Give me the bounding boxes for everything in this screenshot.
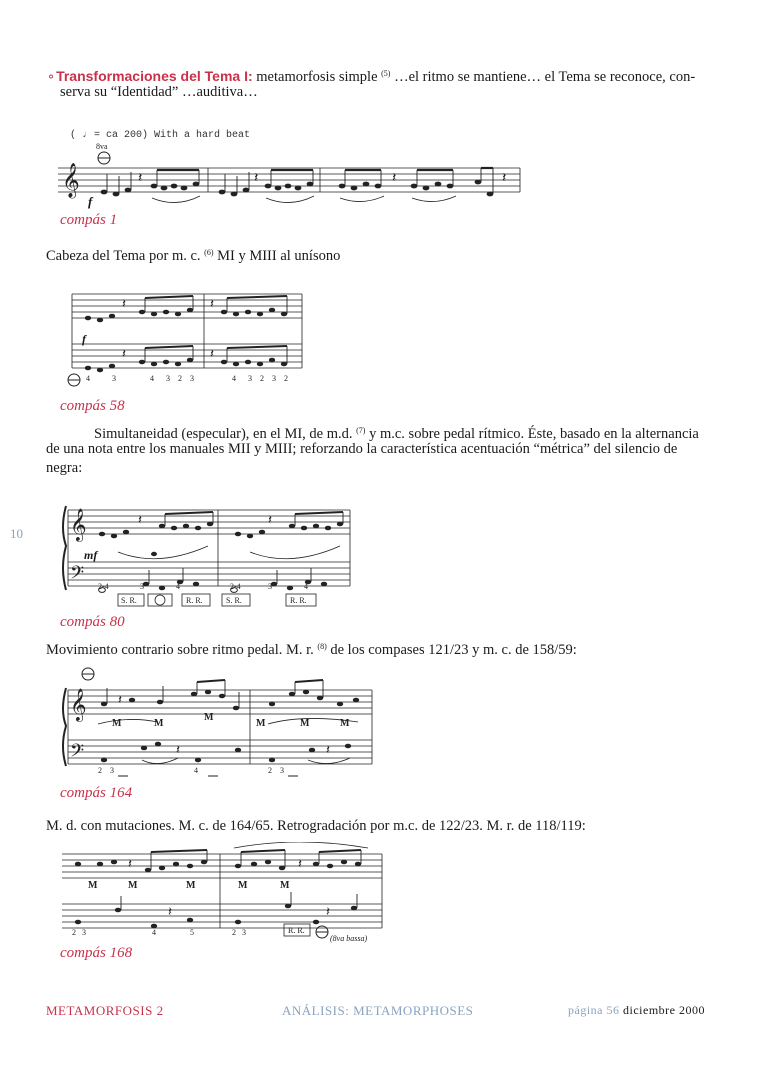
manual-box-label: S. R. xyxy=(121,596,137,605)
ottava-bassa-marking: (8va bassa) xyxy=(330,934,368,943)
para1-text-a: Cabeza del Tema por m. c. xyxy=(46,248,205,264)
intro-line2: serva su “Identidad” …auditiva… xyxy=(60,84,258,100)
svg-text:𝄽: 𝄽 xyxy=(176,743,180,758)
finger-mark: 4 xyxy=(150,374,154,383)
manual-mark: M xyxy=(340,718,350,729)
svg-text:𝄞: 𝄞 xyxy=(70,688,87,721)
margin-number: 10 xyxy=(10,526,23,541)
manual-mark: M xyxy=(238,880,248,891)
paragraph-movimiento xyxy=(46,637,577,660)
manual-mark: M xyxy=(112,718,122,729)
svg-text:𝄢: 𝄢 xyxy=(70,741,85,766)
finger-mark: 4 xyxy=(176,582,180,591)
manual-box-label-168: R. R. xyxy=(288,926,305,935)
finger-mark: 2 xyxy=(98,766,102,775)
finger-mark: 3 xyxy=(140,582,144,591)
footer-section: ANÁLISIS: METAMORPHOSES xyxy=(282,1003,474,1018)
manual-mark: M xyxy=(154,718,164,729)
paragraph-cabeza xyxy=(46,243,340,266)
footnote-ref-5: (5) xyxy=(381,69,391,78)
finger-mark: 3 xyxy=(166,374,170,383)
svg-text:𝄽: 𝄽 xyxy=(392,170,397,186)
footnote-ref-6: (6) xyxy=(204,248,214,257)
finger-mark: 4 xyxy=(194,766,198,775)
svg-text:𝄽: 𝄽 xyxy=(118,693,122,708)
manual-mark: M xyxy=(300,718,310,729)
finger-mark: 2 xyxy=(178,374,182,383)
dynamic-marking: f xyxy=(88,194,93,209)
finger-mark: 3 xyxy=(248,374,252,383)
section-heading: Transformaciones del Tema I: xyxy=(56,68,253,84)
para2-text-b: y m.c. sobre pedal rítmico. Éste, basado en la alternancia xyxy=(365,426,699,442)
staff-graphic-80 xyxy=(58,498,358,616)
caption-compas-58: compás 58 xyxy=(60,398,125,414)
finger-mark: 5 xyxy=(190,928,194,937)
svg-text:𝄽: 𝄽 xyxy=(502,170,507,186)
svg-text:𝄞: 𝄞 xyxy=(62,163,80,198)
paragraph-simultaneidad-line3: negra: xyxy=(46,460,83,476)
score-example-compas-80 xyxy=(58,498,358,616)
para1-text-b: MI y MIII al unísono xyxy=(213,248,341,264)
para2-text-a: Simultaneidad (especular), en el MI, de m.d. xyxy=(94,426,357,442)
score-example-compas-1 xyxy=(58,124,528,216)
finger-mark: 3 xyxy=(82,928,86,937)
caption-compas-1: compás 1 xyxy=(60,212,118,228)
finger-mark: 3 xyxy=(280,766,284,775)
score-example-compas-168 xyxy=(58,842,388,948)
manual-box-label: S. R. xyxy=(226,596,242,605)
svg-text:𝄽: 𝄽 xyxy=(254,170,259,186)
footnote-ref-8: (8) xyxy=(317,642,327,651)
footnote-ref-7: (7) xyxy=(356,426,366,435)
caption-compas-168: compás 168 xyxy=(60,945,133,961)
svg-text:𝄽: 𝄽 xyxy=(298,857,302,872)
manual-box-label: R. R. xyxy=(186,596,203,605)
footer-page-info xyxy=(568,1003,705,1018)
manual-mark: M xyxy=(128,880,138,891)
finger-mark: 4 xyxy=(304,582,308,591)
finger-mark: 3 xyxy=(190,374,194,383)
svg-text:𝄢: 𝄢 xyxy=(70,563,85,588)
manual-mark: M xyxy=(256,718,266,729)
intro-text-b: …el ritmo se mantiene… el Tema se reconoce, con- xyxy=(390,69,696,85)
footer-publication: METAMORFOSIS 2 xyxy=(46,1003,164,1018)
footer-date: diciembre 2000 xyxy=(623,1003,705,1017)
svg-text:𝄽: 𝄽 xyxy=(210,297,214,312)
finger-mark: 3 xyxy=(242,928,246,937)
finger-mark: 2 xyxy=(72,928,76,937)
finger-mark: 2 xyxy=(284,374,288,383)
finger-mark: 4 xyxy=(152,928,156,937)
manual-mark: M xyxy=(204,712,214,723)
svg-text:𝄽: 𝄽 xyxy=(326,905,330,920)
finger-mark: 3 xyxy=(272,374,276,383)
finger-mark: 2 xyxy=(232,928,236,937)
finger-mark: 2 xyxy=(260,374,264,383)
svg-text:𝄽: 𝄽 xyxy=(326,743,330,758)
svg-text:𝄽: 𝄽 xyxy=(138,513,142,528)
finger-mark: 4 xyxy=(86,374,90,383)
manual-mark: M xyxy=(186,880,196,891)
intro-text-a: metamorfosis simple xyxy=(252,69,382,85)
caption-compas-164: compás 164 xyxy=(60,785,133,801)
manual-mark: M xyxy=(88,880,98,891)
staff-graphic-164 xyxy=(58,664,378,784)
staff-graphic-168 xyxy=(58,842,388,948)
manual-mark: M xyxy=(280,880,290,891)
score-example-compas-58 xyxy=(58,284,308,394)
section-bullet-icon: ⚬ xyxy=(46,70,57,84)
svg-text:𝄽: 𝄽 xyxy=(128,857,132,872)
svg-text:𝄽: 𝄽 xyxy=(210,347,214,362)
para3-text-a: Movimiento contrario sobre ritmo pedal. M. r. xyxy=(46,642,318,658)
footer-page-number: página 56 xyxy=(568,1003,620,1017)
caption-compas-80: compás 80 xyxy=(60,614,125,630)
svg-text:𝄽: 𝄽 xyxy=(122,297,126,312)
finger-mark: 3 xyxy=(268,582,272,591)
finger-mark: 2-4 xyxy=(98,582,109,591)
finger-mark: 4 xyxy=(232,374,236,383)
staff-graphic-58 xyxy=(58,284,308,394)
dynamic-marking-80: mf xyxy=(84,548,98,562)
score-example-compas-164 xyxy=(58,664,378,784)
finger-mark: 3 xyxy=(110,766,114,775)
finger-mark: 2 xyxy=(268,766,272,775)
finger-mark: 2-4 xyxy=(230,582,241,591)
svg-text:𝄽: 𝄽 xyxy=(138,170,143,186)
octave-marking: 8va xyxy=(96,142,108,151)
dynamic-marking-58: f xyxy=(82,332,86,346)
svg-text:𝄽: 𝄽 xyxy=(122,347,126,362)
svg-text:𝄽: 𝄽 xyxy=(168,905,172,920)
svg-text:𝄞: 𝄞 xyxy=(70,508,87,541)
para3-text-b: de los compases 121/23 y m. c. de 158/59: xyxy=(326,642,577,658)
paragraph-simultaneidad-line2: de una nota entre los manuales MII y MIII; reforzando la característica acentuación “métrica” del silencio de xyxy=(46,441,678,457)
tempo-marking: ( ♩ = ca 200) With a hard beat xyxy=(70,130,251,141)
paragraph-mutaciones: M. d. con mutaciones. M. c. de 164/65. Retrogradación por m.c. de 122/23. M. r. de 118/119: xyxy=(46,818,586,834)
manual-box-label: R. R. xyxy=(290,596,307,605)
svg-text:𝄽: 𝄽 xyxy=(268,513,272,528)
finger-mark: 3 xyxy=(112,374,116,383)
